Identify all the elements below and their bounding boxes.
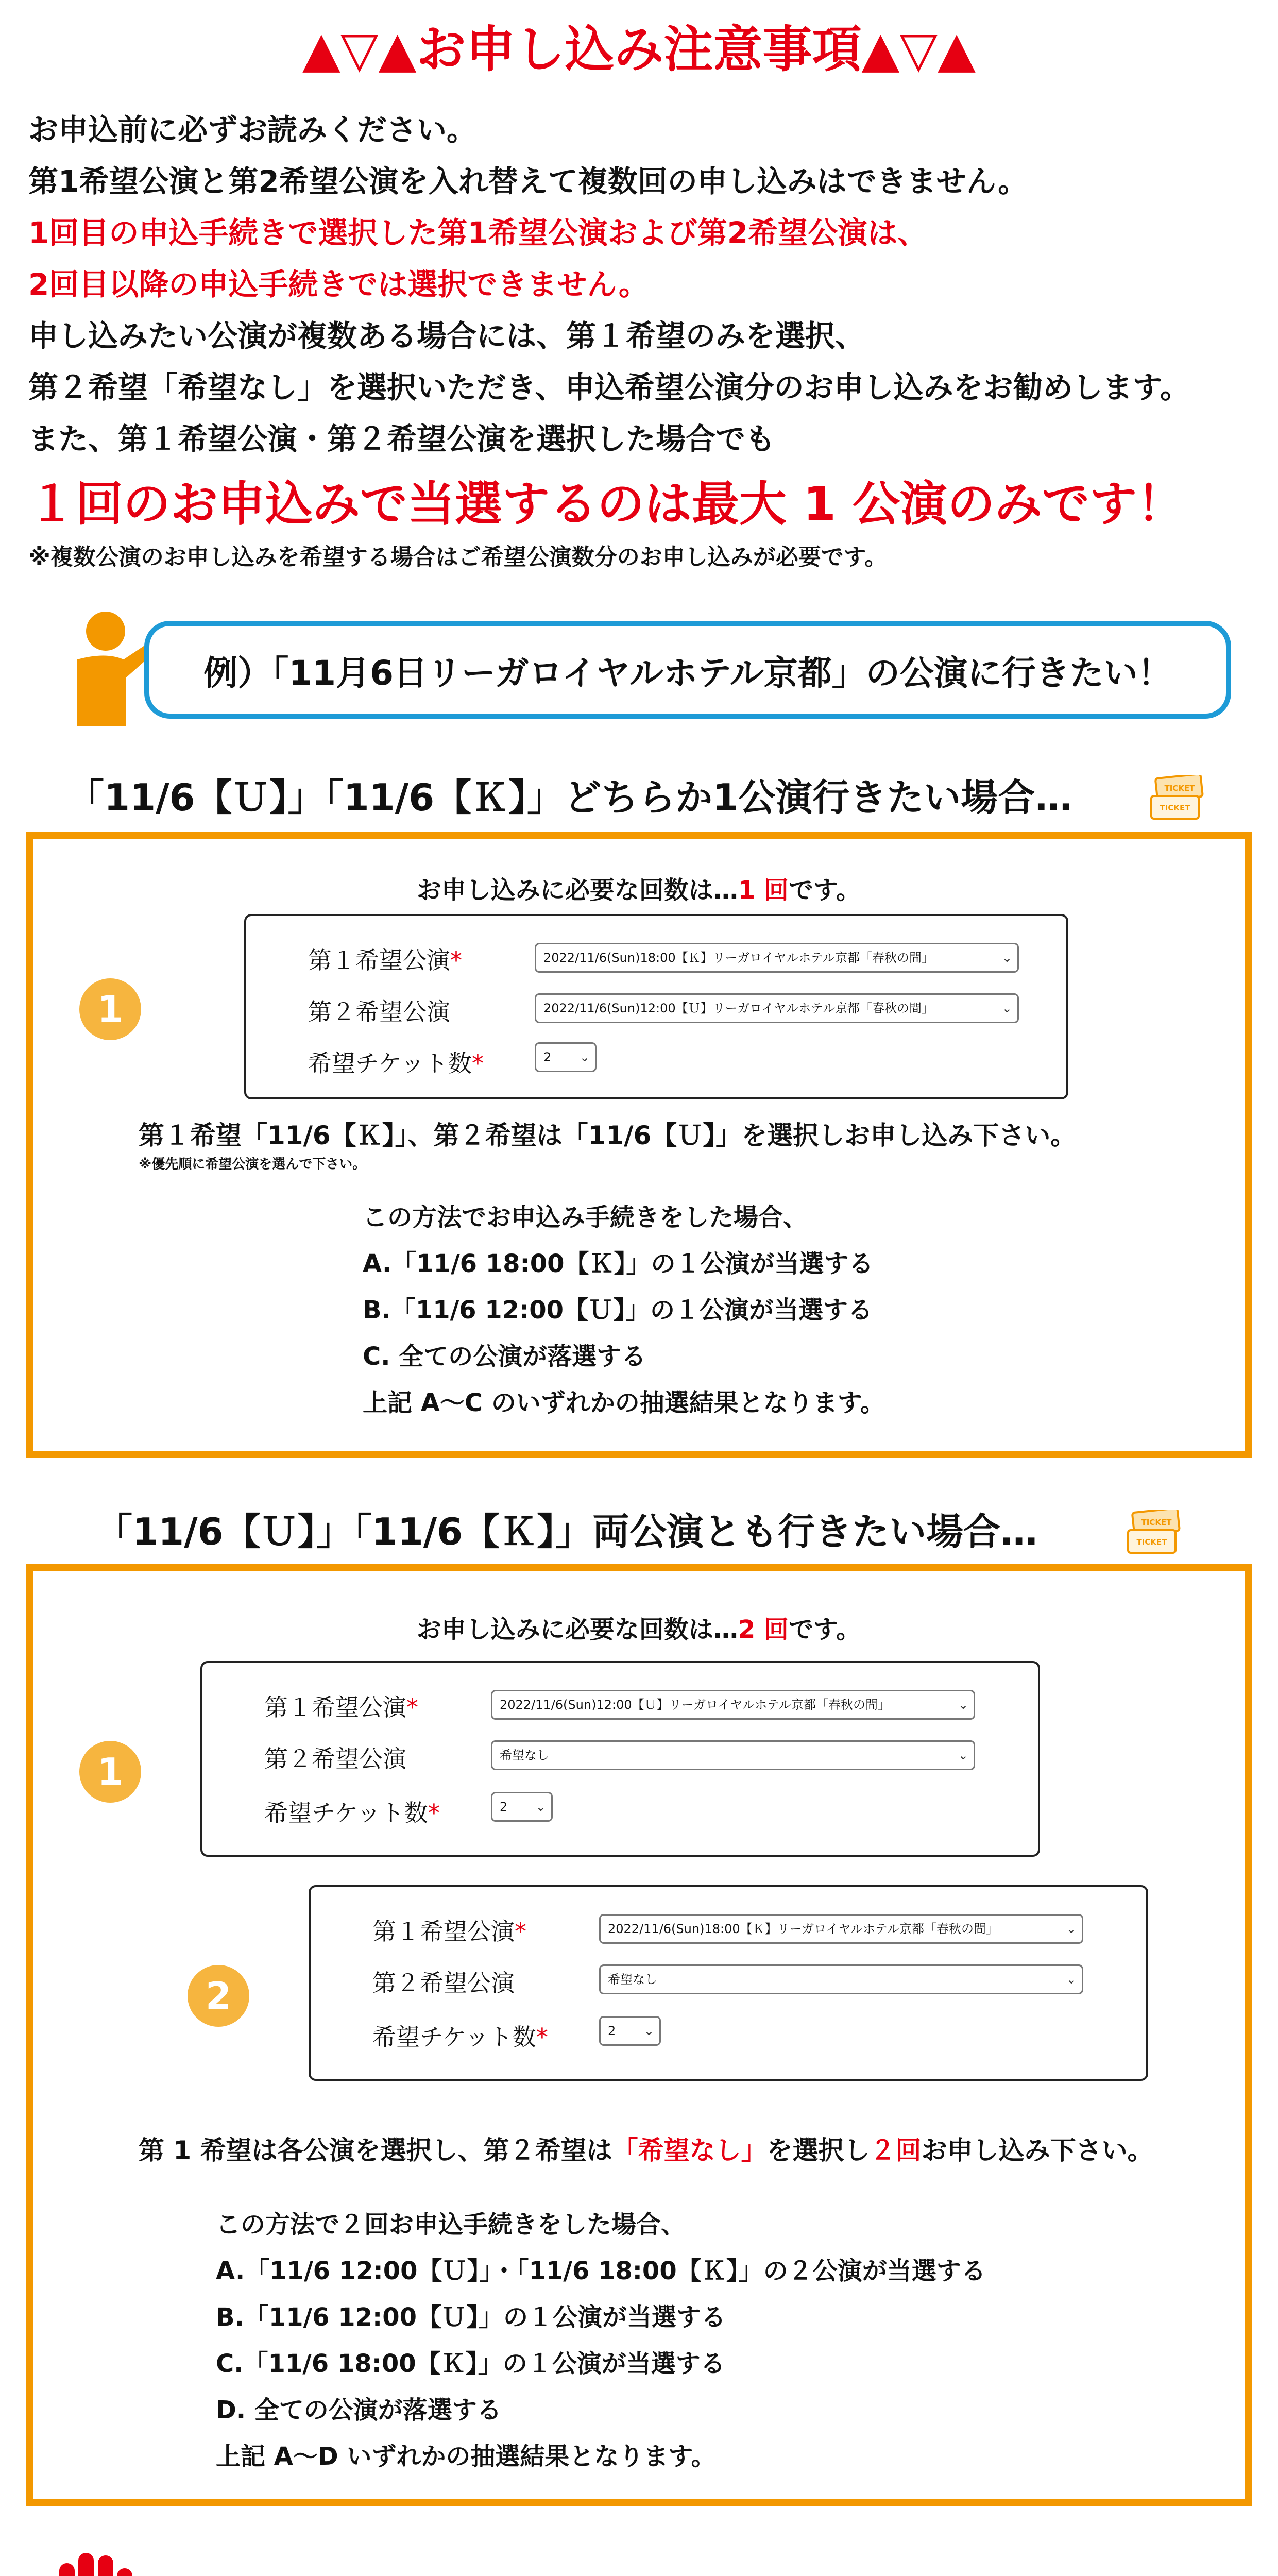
ticket-icon-text: TICKET [1164, 784, 1195, 793]
intro-line-red: 2回目以降の申込手続きでは選択できません。 [28, 267, 649, 302]
intro-highlight: １回のお申込みで当選するのは最大 1 公演のみです！ [28, 477, 1185, 532]
first-choice-select[interactable]: 2022/11/6(Sun)12:00【Ｕ】リーガロイヤルホテル京都「春秋の間」 ⌄ [491, 1690, 975, 1720]
first-choice-select[interactable]: 2022/11/6(Sun)18:00【Ｋ】リーガロイヤルホテル京都「春秋の間」 ⌄ [599, 1914, 1083, 1944]
result-line: C.「11/6 18:00【Ｋ】」の１公演が当選する [216, 2349, 725, 2378]
first-choice-label: 第１希望公演* [308, 946, 462, 974]
ticket-icon-text: TICKET [1141, 1518, 1172, 1527]
step-number-1: 1 [79, 1741, 141, 1803]
intro-line: また、第１希望公演・第２希望公演を選択した場合でも [28, 421, 776, 456]
intro-line: 第1希望公演と第2希望公演を入れ替えて複数回の申し込みはできません。 [28, 164, 1028, 199]
intro-line: お申込前に必ずお読みください。 [28, 112, 477, 147]
chevron-down-icon: ⌄ [535, 1800, 546, 1814]
first-choice-label: 第１希望公演* [264, 1693, 418, 1721]
result-line: 上記 A〜D いずれかの抽選結果となります。 [216, 2442, 716, 2471]
step-number-1: 1 [79, 978, 141, 1040]
count-number: 1 回 [738, 876, 789, 905]
step-number-2: 2 [188, 1965, 249, 2027]
example-banner [144, 621, 1231, 719]
chevron-down-icon: ⌄ [1066, 1922, 1077, 1936]
stop-hand-icon [41, 2550, 155, 2576]
count-number: 2 回 [738, 1615, 789, 1644]
result-line: B.「11/6 12:00【Ｕ】」の１公演が当選する [216, 2303, 726, 2332]
ticket-count-label: 希望チケット数* [264, 1799, 440, 1827]
person-icon [57, 608, 149, 726]
section1-note: ※優先順に希望公演を選んで下さい。 [139, 1157, 366, 1172]
ticket-count-select[interactable]: 2 ⌄ [535, 1042, 597, 1072]
page-title: ▲▽▲お申し込み注意事項▲▽▲ [302, 21, 976, 78]
result-line: この方法で２回お申込手続きをした場合、 [216, 2210, 686, 2239]
chevron-down-icon: ⌄ [958, 1748, 968, 1762]
section1-heading: 「11/6【Ｕ】」「11/6【Ｋ】」どちらか1公演行きたい場合… [67, 776, 1072, 819]
section1-box [26, 832, 1252, 1458]
second-choice-label: 第２希望公演 [264, 1745, 406, 1773]
section2-instruction: 第 1 希望は各公演を選択し、第２希望は「希望なし」を選択し２回お申し込み下さい。 [139, 2136, 1153, 2165]
section1-instruction: 第１希望「11/6【Ｋ】」、第２希望は「11/6【Ｕ】」を選択しお申し込み下さい。 [139, 1121, 1077, 1150]
intro-line: 第２希望「希望なし」を選択いただき、申込希望公演分のお申し込みをお勧めします。 [28, 370, 1190, 405]
result-line: A.「11/6 18:00【Ｋ】」の１公演が当選する [363, 1249, 874, 1278]
section1-count [33, 870, 1245, 906]
section2-box [26, 1564, 1252, 2506]
chevron-down-icon: ⌄ [579, 1050, 590, 1064]
second-choice-select[interactable]: 2022/11/6(Sun)12:00【Ｕ】リーガロイヤルホテル京都「春秋の間」 ⌄ [535, 993, 1019, 1023]
second-choice-label: 第２希望公演 [308, 998, 450, 1026]
ticket-count-select[interactable]: 2 ⌄ [599, 2016, 661, 2046]
chevron-down-icon: ⌄ [958, 1698, 968, 1712]
chevron-down-icon: ⌄ [1001, 1001, 1012, 1015]
intro-line-red: 1回目の申込手続きで選択した第1希望公演および第2希望公演は、 [28, 215, 928, 250]
ticket-icon [1149, 775, 1205, 822]
application-form [200, 1661, 1040, 1857]
example-banner-text: 例）「11月6日リーガロイヤルホテル京都」の公演に行きたい！ [203, 653, 1172, 693]
section2-heading: 「11/6【Ｕ】」「11/6【Ｋ】」両公演とも行きたい場合… [95, 1510, 1038, 1553]
result-line: C. 全ての公演が落選する [363, 1342, 646, 1371]
count-text: お申し込みに必要な回数は… [416, 1615, 738, 1644]
second-choice-select[interactable]: 希望なし ⌄ [491, 1740, 975, 1770]
intro-line: 申し込みたい公演が複数ある場合には、第１希望のみを選択、 [28, 318, 865, 353]
result-line: B.「11/6 12:00【Ｕ】」の１公演が当選する [363, 1296, 873, 1325]
ticket-icon-text: TICKET [1160, 803, 1190, 812]
chevron-down-icon: ⌄ [1001, 951, 1012, 965]
ticket-icon-text: TICKET [1136, 1537, 1167, 1547]
section2-count [33, 1609, 1245, 1645]
ticket-count-select[interactable]: 2 ⌄ [491, 1792, 553, 1822]
chevron-down-icon: ⌄ [1066, 1972, 1077, 1987]
count-text: です。 [788, 876, 861, 905]
result-line: 上記 A〜C のいずれかの抽選結果となります。 [363, 1388, 885, 1417]
ticket-count-label: 希望チケット数* [308, 1049, 484, 1077]
second-choice-label: 第２希望公演 [372, 1969, 515, 1997]
application-form [309, 1885, 1148, 2081]
application-form [244, 914, 1068, 1099]
result-line: この方法でお申込み手続きをした場合、 [363, 1203, 808, 1232]
second-choice-select[interactable]: 希望なし ⌄ [599, 1964, 1083, 1994]
intro-note: ※複数公演のお申し込みを希望する場合はご希望公演数分のお申し込みが必要です。 [28, 544, 888, 570]
ticket-icon [1126, 1510, 1182, 1556]
count-text: お申し込みに必要な回数は… [416, 876, 738, 905]
result-line: A.「11/6 12:00【Ｕ】」・「11/6 18:00【Ｋ】」の２公演が当選する [216, 2257, 986, 2285]
chevron-down-icon: ⌄ [643, 2024, 654, 2038]
first-choice-select[interactable]: 2022/11/6(Sun)18:00【Ｋ】リーガロイヤルホテル京都「春秋の間」 ⌄ [535, 943, 1019, 973]
first-choice-label: 第１希望公演* [372, 1918, 526, 1945]
result-line: D. 全ての公演が落選する [216, 2396, 502, 2425]
count-text: です。 [788, 1615, 861, 1644]
ticket-count-label: 希望チケット数* [372, 2023, 548, 2051]
